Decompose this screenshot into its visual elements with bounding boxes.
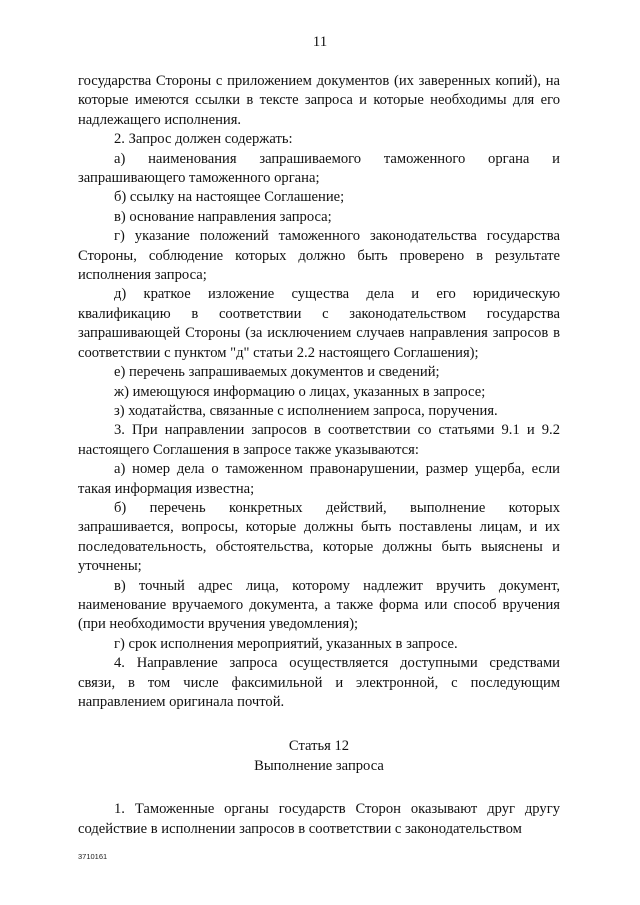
paragraph: 3. При направлении запросов в соответствии со статьями 9.1 и 9.2 настоящего Соглашения в запросе также указываются: <box>78 422 560 458</box>
paragraph: а) номер дела о таможенном правонарушении, размер ущерба, если такая информация известна; <box>78 461 560 497</box>
paragraph: з) ходатайства, связанные с исполнением запроса, поручения. <box>114 402 498 419</box>
paragraph: в) точный адрес лица, которому надлежит вручить документ, наименование вручаемого документа, а также форма или способ вручения (при необходимости вручения уведомления); <box>78 577 560 633</box>
paragraph: д) краткое изложение существа дела и его юридическую квалификацию в соответствии с законодательством государства запрашивающей Стороны (за исключением случаев направления запросов в соответствии с пунктом "д" статьи 2.2 настоящего Соглашения); <box>78 286 560 361</box>
document-body <box>78 72 560 839</box>
paragraph: е) перечень запрашиваемых документов и сведений; <box>114 364 440 381</box>
paragraph: ж) имеющуюся информацию о лицах, указанных в запросе; <box>114 383 486 400</box>
page-number: 11 <box>312 34 328 50</box>
paragraph: 4. Направление запроса осуществляется доступными средствами связи, в том числе факсимильной и электронной, с последующим направлением оригинала почтой. <box>78 655 560 710</box>
paragraph: государства Стороны с приложением документов (их заверенных копий), на которые имеются ссылки в тексте запроса и которые необходимы для его надлежащего исполнения. <box>78 73 560 128</box>
paragraph: 2. Запрос должен содержать: <box>114 131 293 148</box>
document-code: 3710161 <box>78 852 108 861</box>
paragraph: б) перечень конкретных действий, выполнение которых запрашивается, вопросы, которые должны быть поставлены лицам, и их последовательность, обстоятельства, которые должны быть выяснены и уточнены; <box>78 499 560 575</box>
article-heading: Статья 12 <box>288 738 350 755</box>
paragraph: а) наименования запрашиваемого таможенного органа и запрашивающего таможенного органа; <box>78 150 560 187</box>
paragraph: г) срок исполнения мероприятий, указанных в запросе. <box>114 635 458 652</box>
paragraph: г) указание положений таможенного законодательства государства Стороны, соблюдение которых должно быть проверено в результате исполнения запроса; <box>78 228 560 284</box>
paragraph: в) основание направления запроса; <box>114 208 332 225</box>
paragraph: б) ссылку на настоящее Соглашение; <box>114 189 345 206</box>
article-title: Выполнение запроса <box>254 757 384 774</box>
paragraph: 1. Таможенные органы государств Сторон оказывают друг другу содействие в исполнении запросов в соответствии с законодательством <box>78 801 560 837</box>
